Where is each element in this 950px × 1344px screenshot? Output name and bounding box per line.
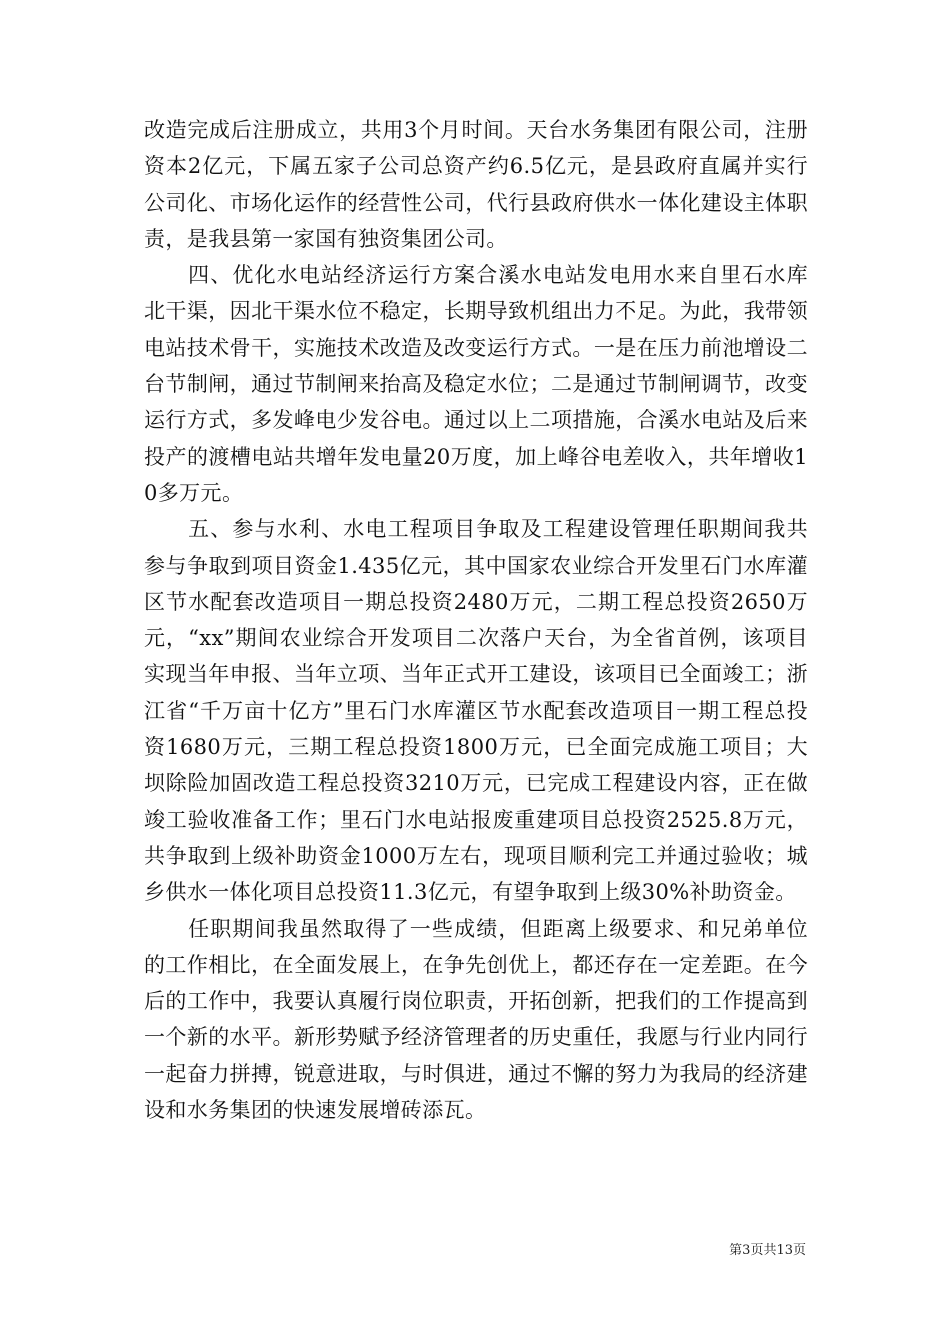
- paragraph-continuation: 改造完成后注册成立，共用3个月时间。天台水务集团有限公司，注册资本2亿元，下属五家子公司总资产约6.5亿元，是县政府直属并实行公司化、市场化运作的经营性公司，代行县政府供水一体化建设主体职责，是我县第一家国有独资集团公司。: [144, 118, 808, 251]
- paragraph-project-management: 五、参与水利、水电工程项目争取及工程建设管理任职期间我共参与争取到项目资金1.435亿元，其中国家农业综合开发里石门水库灌区节水配套改造项目一期总投资2480万元，二期工程总投资2650万元，“xx”期间农业综合开发项目二次落户天台，为全省首例，该项目实现当年申报、当年立项、当年正式开工建设，该项目已全面竣工；浙江省“千万亩十亿方”里石门水库灌区节水配套改造项目一期工程总投资1680万元，三期工程总投资1800万元，已全面完成施工项目；大坝除险加固改造工程总投资3210万元，已完成工程建设内容，正在做竣工验收准备工作；里石门水电站报废重建项目总投资2525.8万元，共争取到上级补助资金1000万左右，现项目顺利完工并通过验收；城乡供水一体化项目总投资11.3亿元，有望争取到上级30%补助资金。: [144, 517, 808, 905]
- paragraph-conclusion: 任职期间我虽然取得了一些成绩，但距离上级要求、和兄弟单位的工作相比，在全面发展上，在争先创优上，都还存在一定差距。在今后的工作中，我要认真履行岗位职责，开拓创新，把我们的工作提高到一个新的水平。新形势赋予经济管理者的历史重任，我愿与行业内同行一起奋力拼搏，锐意进取，与时俱进，通过不懈的努力为我局的经济建设和水务集团的快速发展增砖添瓦。: [144, 916, 808, 1123]
- page-number-footer: 第3页共13页: [729, 1243, 806, 1258]
- document-body: [144, 112, 808, 1128]
- paragraph-hydropower-optimization: 四、优化水电站经济运行方案合溪水电站发电用水来自里石水库北干渠，因北干渠水位不稳定，长期导致机组出力不足。为此，我带领电站技术骨干，实施技术改造及改变运行方式。一是在压力前池增设二台节制闸，通过节制闸来抬高及稳定水位；二是通过节制闸调节，改变运行方式，多发峰电少发谷电。通过以上二项措施，合溪水电站及后来投产的渡槽电站共增年发电量20万度，加上峰谷电差收入，共年增收10多万元。: [144, 263, 808, 505]
